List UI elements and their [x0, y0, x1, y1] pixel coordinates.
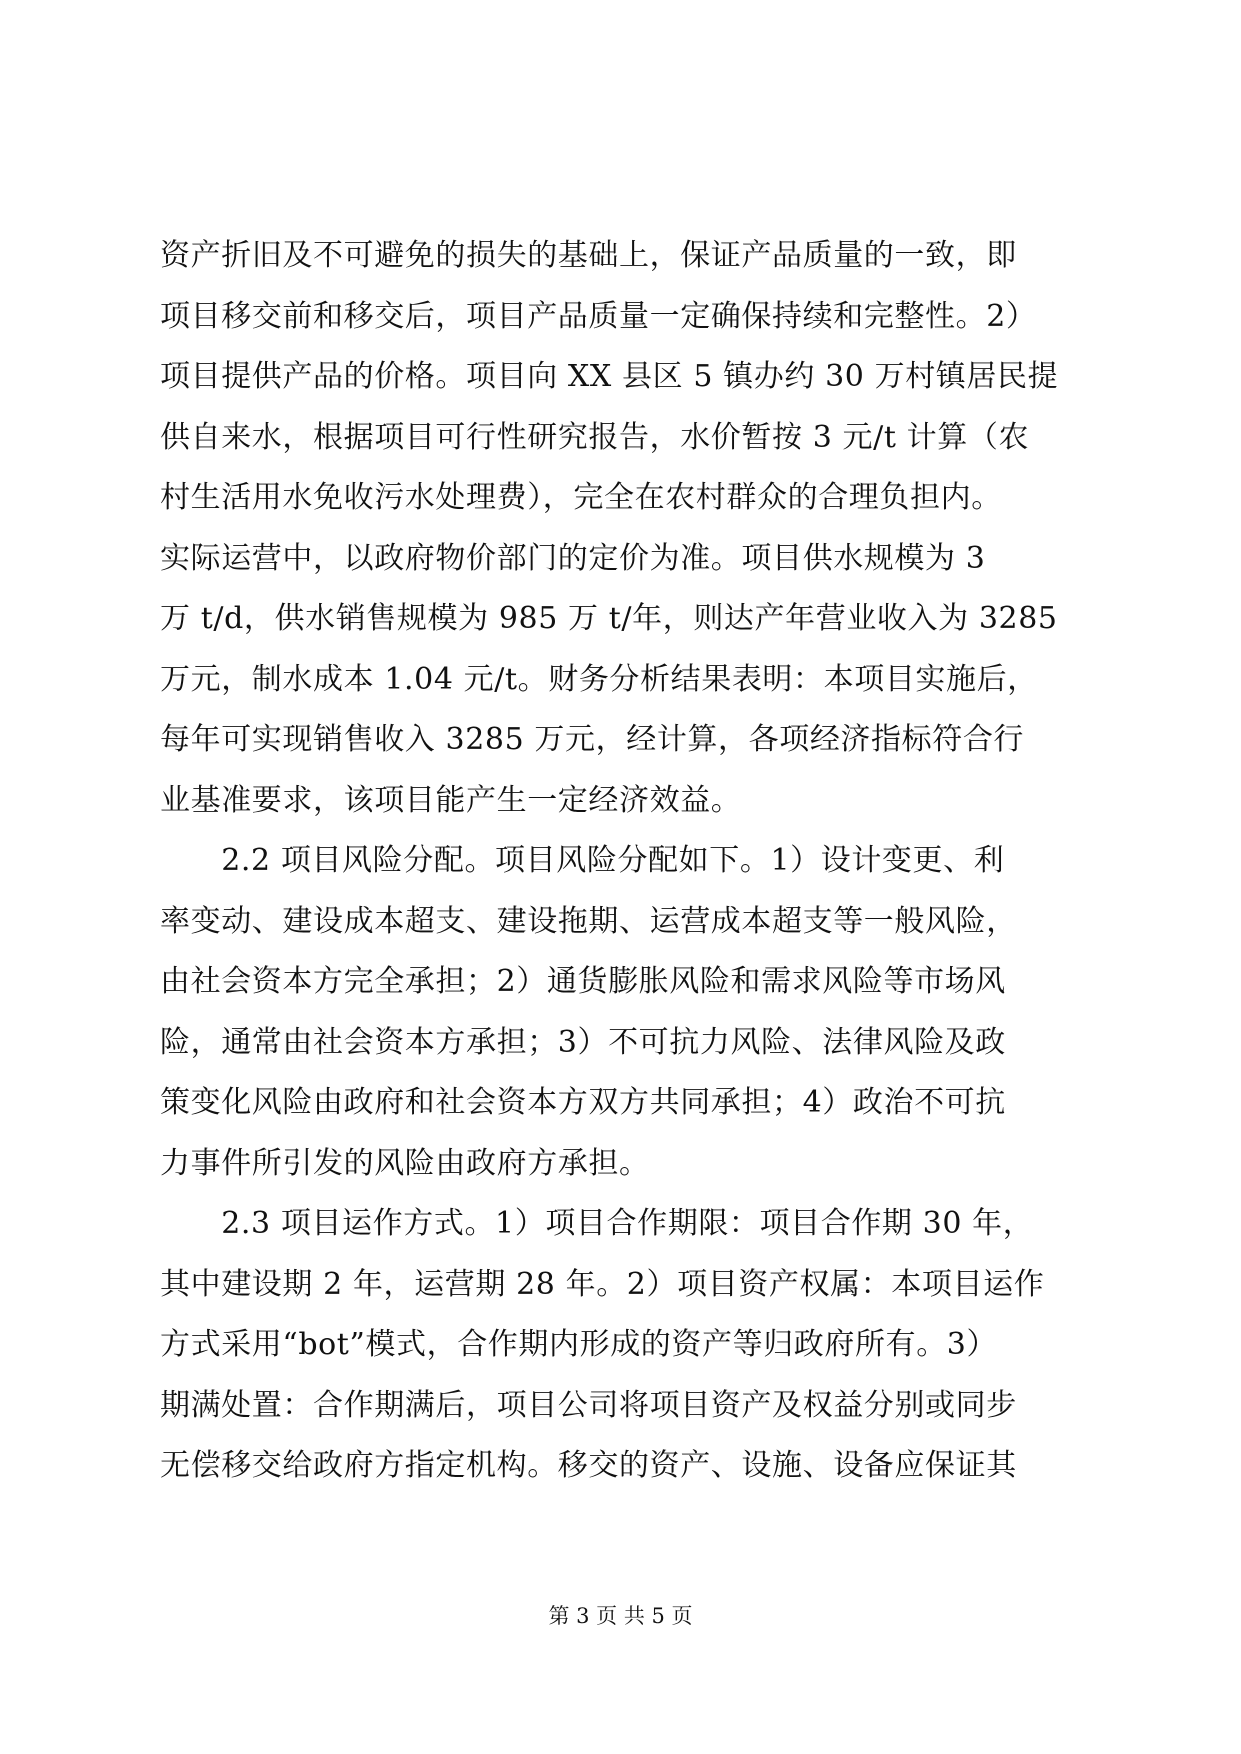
text-line: 由社会资本方完全承担；2）通货膨胀风险和需求风险等市场风: [160, 964, 1006, 999]
text-line: 2.2 项目风险分配。项目风险分配如下。1）设计变更、利: [160, 843, 1005, 878]
text-line: 项目提供产品的价格。项目向 XX 县区 5 镇办约 30 万村镇居民提: [160, 359, 1059, 394]
text-line: 实际运营中，以政府物价部门的定价为准。项目供水规模为 3: [160, 540, 986, 576]
text-line: 2.3 项目运作方式。1）项目合作期限：项目合作期 30 年，: [160, 1206, 1034, 1241]
text-line: 期满处置：合作期满后，项目公司将项目资产及权益分别或同步: [160, 1387, 1017, 1423]
text-line: 供自来水，根据项目可行性研究报告，水价暂按 3 元/t 计算（农: [160, 419, 1030, 455]
text-line: 方式采用“bot”模式，合作期内形成的资产等归政府所有。3）: [160, 1327, 998, 1362]
text-line: 业基准要求，该项目能产生一定经济效益。: [160, 782, 742, 818]
page-number-label: 第 3 页 共 5 页: [548, 1604, 693, 1628]
text-line: 资产折旧及不可避免的损失的基础上，保证产品质量的一致，即: [160, 238, 1017, 273]
text-line: 万元，制水成本 1.04 元/t。财务分析结果表明：本项目实施后，: [160, 661, 1038, 697]
text-line: 万 t/d，供水销售规模为 985 万 t/年，则达产年营业收入为 3285: [160, 601, 1058, 636]
text-line: 项目移交前和移交后，项目产品质量一定确保持续和完整性。2）: [160, 298, 1037, 334]
text-line: 率变动、建设成本超支、建设拖期、运营成本超支等一般风险，: [160, 903, 1017, 939]
text-line: 其中建设期 2 年，运营期 28 年。2）项目资产权属：本项目运作: [160, 1266, 1045, 1302]
text-line: 无偿移交给政府方指定机构。移交的资产、设施、设备应保证其: [160, 1448, 1017, 1483]
text-line: 村生活用水免收污水处理费），完全在农村群众的合理负担内。: [160, 480, 1002, 515]
page-footer: [0, 1602, 1241, 1630]
text-line: 策变化风险由政府和社会资本方双方共同承担；4）政治不可抗: [160, 1085, 1006, 1120]
body-text: [160, 226, 1082, 1497]
text-line: 每年可实现销售收入 3285 万元，经计算，各项经济指标符合行: [160, 722, 1025, 757]
text-line: 险，通常由社会资本方承担；3）不可抗力风险、法律风险及政: [160, 1024, 1006, 1060]
text-line: 力事件所引发的风险由政府方承担。: [160, 1145, 650, 1181]
